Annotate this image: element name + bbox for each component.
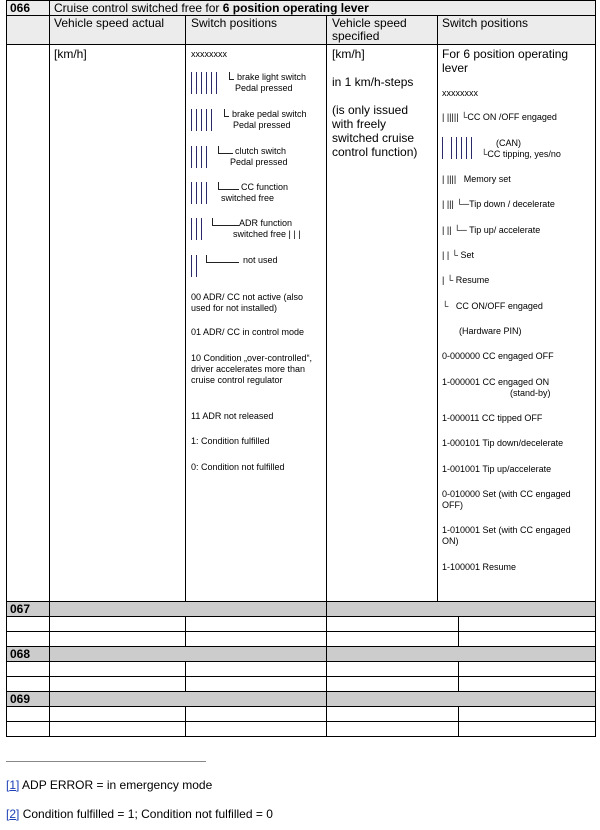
state-11: 11 ADR not released: [191, 411, 274, 421]
footnote-separator: [6, 761, 206, 762]
lever-bit-set: | | └ Set: [442, 250, 475, 260]
code-cc-tipped-off: 1-000011 CC tipped OFF: [442, 413, 543, 423]
bit-clutch: clutch switch Pedal pressed: [191, 146, 211, 173]
col-header-speed-actual: Vehicle speed actual: [54, 16, 165, 30]
lever-bit-cc-hw: └ CC ON/OFF engaged: [442, 301, 543, 311]
bit-adr-function: ADR function switched free | | |: [191, 218, 206, 245]
speed-specified-steps: in 1 km/h-steps: [332, 75, 414, 89]
bit-bars-icon: [191, 72, 221, 99]
speed-specified-unit: [km/h]: [332, 47, 365, 61]
bit-cc-function: CC function switched free: [191, 182, 211, 209]
bit-brake-light: brake light switch Pedal pressed: [191, 72, 221, 99]
footnote-2: [6, 807, 273, 821]
elbow-icon: [212, 218, 239, 226]
footnote-2-text: Condition fulfilled = 1; Condition not fulfilled = 0: [19, 807, 273, 821]
code-cc-engaged-off: 0-000000 CC engaged OFF: [442, 351, 554, 361]
lever-bit-resume: | └ Resume: [442, 275, 490, 285]
col-header-switch-positions-1: Switch positions: [191, 16, 278, 30]
state-10: 10 Condition „over-controlled“, driver accelerates more than cruise control regulator: [191, 353, 313, 385]
lever-bit-hardware-pin: (Hardware PIN): [459, 326, 522, 336]
lever-bit-tipping-bars: [442, 137, 476, 164]
footnote-2-link[interactable]: [2]: [6, 807, 20, 821]
elbow-icon: [218, 182, 239, 190]
lever-bit-tip-down: | ||| └─Tip down / decelerate: [442, 199, 555, 209]
lever-bit-tip-up: | || └─ Tip up/ accelerate: [442, 225, 541, 235]
code-set-on: 1-010001 Set (with CC engaged ON): [442, 525, 571, 546]
bit-bars-icon: [191, 255, 201, 282]
section-title: [54, 2, 369, 15]
bit-not-used: not used: [191, 255, 201, 282]
switch-mask: xxxxxxxx: [191, 49, 227, 59]
elbow-icon: [224, 109, 229, 117]
footnote-1: [6, 778, 212, 792]
section-number-069: 069: [10, 692, 31, 706]
state-00: 00 ADR/ CC not active (also used for not installed): [191, 292, 304, 313]
section-title-text: Cruise control switched free for: [54, 1, 223, 15]
state-fulfilled: 1: Condition fulfilled: [191, 436, 270, 446]
bit-bars-icon: [191, 182, 211, 209]
speed-actual-unit: [km/h]: [54, 47, 87, 61]
section-067-bg: [7, 602, 595, 616]
bit-bars-icon: [191, 109, 216, 136]
footnote-1-link[interactable]: [1]: [6, 778, 20, 792]
lever-mask: xxxxxxxx: [442, 88, 478, 98]
code-cc-engaged-on: 1-000001 CC engaged ON: [442, 377, 550, 387]
lever-bit-memory: | |||| Memory set: [442, 174, 511, 184]
bit-bars-icon: [191, 218, 206, 245]
bit-bars-icon: [191, 146, 211, 173]
lever-bit-can: (CAN): [496, 138, 521, 148]
bit-bars-icon: [442, 137, 476, 164]
footnote-1-text: ADP ERROR = in emergency mode: [19, 778, 213, 792]
lever-bit-tipping: └CC tipping, yes/no: [481, 149, 561, 159]
lever-bit-cc-onoff: | ||||| └CC ON /OFF engaged: [442, 112, 557, 122]
section-number-068: 068: [10, 647, 31, 661]
state-not-fulfilled: 0: Condition not fulfilled: [191, 462, 285, 472]
lever-intro: For 6 position operating lever: [442, 47, 569, 75]
section-number-067: 067: [10, 602, 31, 616]
state-01: 01 ADR/ CC in control mode: [191, 327, 305, 337]
elbow-icon: [229, 72, 234, 80]
col-header-speed-specified: Vehicle speed specified: [332, 16, 407, 43]
col-header-switch-positions-2: Switch positions: [442, 16, 529, 30]
code-tip-down: 1-000101 Tip down/decelerate: [442, 438, 564, 448]
code-standby: (stand-by): [510, 388, 551, 398]
elbow-icon: [218, 146, 233, 154]
code-resume: 1-100001 Resume: [442, 562, 517, 572]
bit-brake-pedal: brake pedal switch Pedal pressed: [191, 109, 216, 136]
speed-specified-note: (is only issued with freely switched cruise control function): [332, 103, 418, 159]
section-number: 066: [10, 1, 31, 15]
elbow-icon: [206, 255, 239, 263]
section-069-bg: [7, 692, 595, 706]
code-set-off: 0-010000 Set (with CC engaged OFF): [442, 489, 571, 510]
section-title-bold: 6 position operating lever: [222, 1, 369, 15]
code-tip-up: 1-001001 Tip up/accelerate: [442, 464, 552, 474]
section-068-bg: [7, 647, 595, 661]
